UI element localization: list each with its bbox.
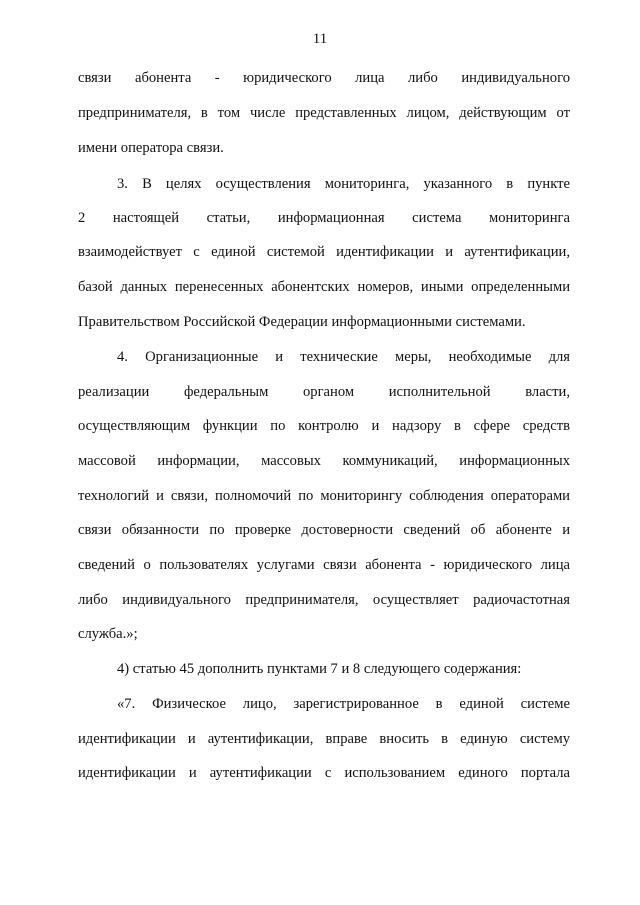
text-line: имени оператора связи. <box>78 140 224 156</box>
text-line: 3. В целях осуществления мониторинга, указанного в пункте <box>117 176 570 192</box>
text-line: 2 настоящей статьи, информационная система мониторинга <box>78 210 570 226</box>
text-line: идентификации и аутентификации с использованием единого портала <box>78 765 570 781</box>
text-line: либо индивидуального предпринимателя, осуществляет радиочастотная <box>78 592 570 608</box>
text-line: реализации федеральным органом исполнительной власти, <box>78 384 570 400</box>
text-line: технологий и связи, полномочий по мониторингу соблюдения операторами <box>78 488 570 504</box>
text-line: идентификации и аутентификации, вправе вносить в единую систему <box>78 731 570 747</box>
text-line: сведений о пользователях услугами связи абонента - юридического лица <box>78 557 570 573</box>
text-line: «7. Физическое лицо, зарегистрированное в единой системе <box>117 696 570 712</box>
text-line: 4. Организационные и технические меры, необходимые для <box>117 349 570 365</box>
text-line: осуществляющим функции по контролю и надзору в сфере средств <box>78 418 570 434</box>
text-line: предпринимателя, в том числе представленных лицом, действующим от <box>78 105 570 121</box>
text-line: служба.»; <box>78 626 138 642</box>
page-number: 11 <box>312 31 328 47</box>
text-line: массовой информации, массовых коммуникаций, информационных <box>78 453 570 469</box>
text-line: взаимодействует с единой системой идентификации и аутентификации, <box>78 244 570 260</box>
text-line: связи абонента - юридического лица либо индивидуального <box>78 70 570 86</box>
text-line: 4) статью 45 дополнить пунктами 7 и 8 следующего содержания: <box>117 661 522 677</box>
text-line: связи обязанности по проверке достоверности сведений об абоненте и <box>78 522 570 538</box>
text-line: Правительством Российской Федерации информационными системами. <box>78 314 526 330</box>
text-line: базой данных перенесенных абонентских номеров, иными определенными <box>78 279 570 295</box>
